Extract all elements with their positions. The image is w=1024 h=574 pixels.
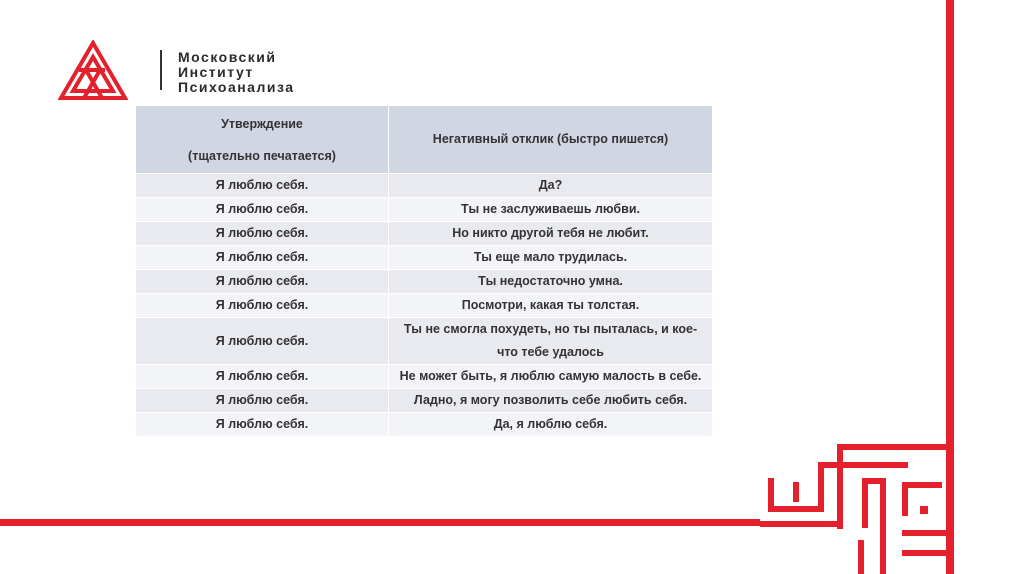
table-row: [136, 270, 713, 294]
response-cell: Да?: [389, 174, 713, 198]
response-cell: Но никто другой тебя не любит.: [389, 222, 713, 246]
table-row: [136, 222, 713, 246]
statement-cell: Я люблю себя.: [136, 365, 389, 389]
statement-cell: Я люблю себя.: [136, 246, 389, 270]
statement-cell: Я люблю себя.: [136, 222, 389, 246]
table-row: [136, 413, 713, 437]
table-row: [136, 294, 713, 318]
response-cell: Ты недостаточно умна.: [389, 270, 713, 294]
table-row: [136, 198, 713, 222]
table-row: [136, 389, 713, 413]
statement-cell: Я люблю себя.: [136, 294, 389, 318]
response-cell: Ты не заслуживаешь любви.: [389, 198, 713, 222]
logo-line-2: Институт: [178, 64, 254, 80]
logo-separator: [160, 50, 162, 90]
table-header-row: [136, 106, 713, 174]
triangle-knot-logo-icon: [58, 40, 128, 102]
statements-table: [135, 105, 713, 437]
statement-cell: Я люблю себя.: [136, 198, 389, 222]
header-statement-note: (тщательно печатается): [188, 148, 336, 163]
response-cell: Не может быть, я люблю самую малость в себе.: [389, 365, 713, 389]
statement-cell: Я люблю себя.: [136, 174, 389, 198]
statement-cell: Я люблю себя.: [136, 413, 389, 437]
logo-line-3: Психоанализа: [178, 79, 295, 95]
response-cell: Ты еще мало трудилась.: [389, 246, 713, 270]
logo-text: [178, 50, 295, 95]
header-response: Негативный отклик (быстро пишется): [389, 106, 713, 174]
table-row: [136, 365, 713, 389]
logo-line-1: Московский: [178, 49, 277, 65]
table-row: [136, 246, 713, 270]
statement-cell: Я люблю себя.: [136, 318, 389, 365]
table-row: [136, 174, 713, 198]
header-statement: [136, 106, 389, 174]
response-cell: Посмотри, какая ты толстая.: [389, 294, 713, 318]
response-cell: Ты не смогла похудеть, но ты пыталась, и кое-что тебе удалось: [389, 318, 713, 365]
statement-cell: Я люблю себя.: [136, 270, 389, 294]
statement-cell: Я люблю себя.: [136, 389, 389, 413]
header-statement-title: Утверждение: [221, 116, 303, 131]
response-cell: Ладно, я могу позволить себе любить себя.: [389, 389, 713, 413]
response-cell: Да, я люблю себя.: [389, 413, 713, 437]
table-row: [136, 318, 713, 365]
